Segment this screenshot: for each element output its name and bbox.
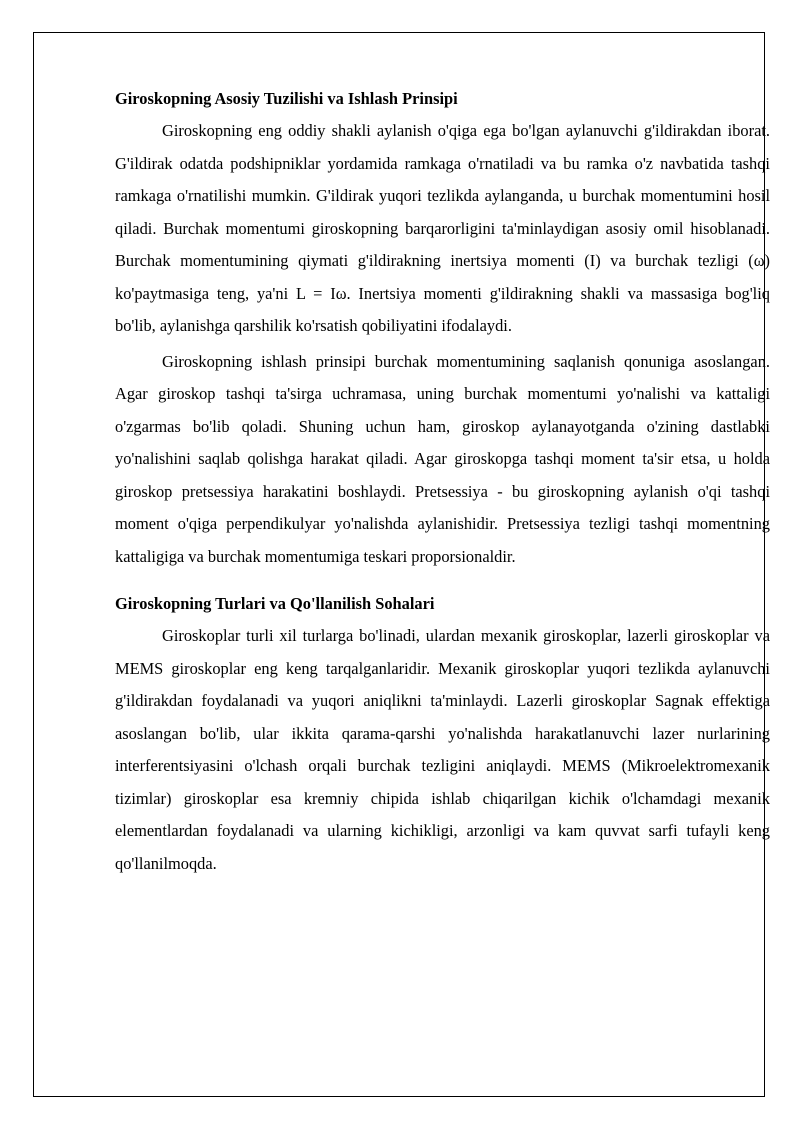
paragraph: Giroskoplar turli xil turlarga bo'linadi, ulardan mexanik giroskoplar, lazerli giroskoplar va MEMS giroskoplar eng keng tarqalganlaridir. Mexanik giroskoplar yuqori tezlikda aylanuvchi g'ildirakdan foydalanadi va yuqori aniqlikni ta'minlaydi. Lazerli giroskoplar Sagnak effektiga asoslangan bo'lib, ular ikkita qarama-qarshi yo'nalishda harakatlanuvchi lazer nurlarining interferentsiyasini o'lchash orqali burchak tezligini aniqlaydi. MEMS (Mikroelektromexanik tizimlar) giroskoplar esa kremniy chipida ishlab chiqarilgan kichik o'lchamdagi mexanik elementlardan foydalanadi va ularning kichikligi, arzonligi va kam quvvat sarfi tufayli keng qo'llanilmoqda. — [115, 626, 770, 873]
section-heading: Giroskopning Turlari va Qo'llanilish Sohalari — [115, 594, 435, 613]
paragraph: Giroskopning eng oddiy shakli aylanish o'qiga ega bo'lgan aylanuvchi g'ildirakdan iborat. G'ildirak odatda podshipniklar yordamida ramkaga o'rnatiladi va bu ramka o'z navbatida tashqi ramkaga o'rnatilishi mumkin. G'ildirak yuqori tezlikda aylanganda, u burchak momentumini hosil qiladi. Burchak momentumi giroskopning barqarorligini ta'minlaydigan asosiy omil hisoblanadi. Burchak momentumining qiymati g'ildirakning inertsiya momenti (I) va burchak tezligi (ω) ko'paytmasiga teng, ya'ni L = Iω. Inertsiya momenti g'ildirakning shakli va massasiga bog'liq bo'lib, aylanishga qarshilik ko'rsatish qobiliyatini ifodalaydi. — [115, 121, 770, 335]
paragraph: Giroskopning ishlash prinsipi burchak momentumining saqlanish qonuniga asoslangan. Agar giroskop tashqi ta'sirga uchramasa, uning burchak momentumi yo'nalishi va kattaligi o'zgarmas bo'lib qoladi. Shuning uchun ham, giroskop aylanayotganda o'zining dastlabki yo'nalishini saqlab qolishga harakat qiladi. Agar giroskopga tashqi moment ta'sir etsa, u holda giroskop pretsessiya harakatini boshlaydi. Pretsessiya - bu giroskopning aylanish o'qi tashqi moment o'qiga perpendikulyar yo'nalishda aylanishidir. Pretsessiya tezligi tashqi momentning kattaligiga va burchak momentumiga teskari proporsionaldir. — [115, 351, 770, 566]
section-heading: Giroskopning Asosiy Tuzilishi va Ishlash Prinsipi — [115, 89, 458, 108]
document-body — [115, 86, 770, 883]
